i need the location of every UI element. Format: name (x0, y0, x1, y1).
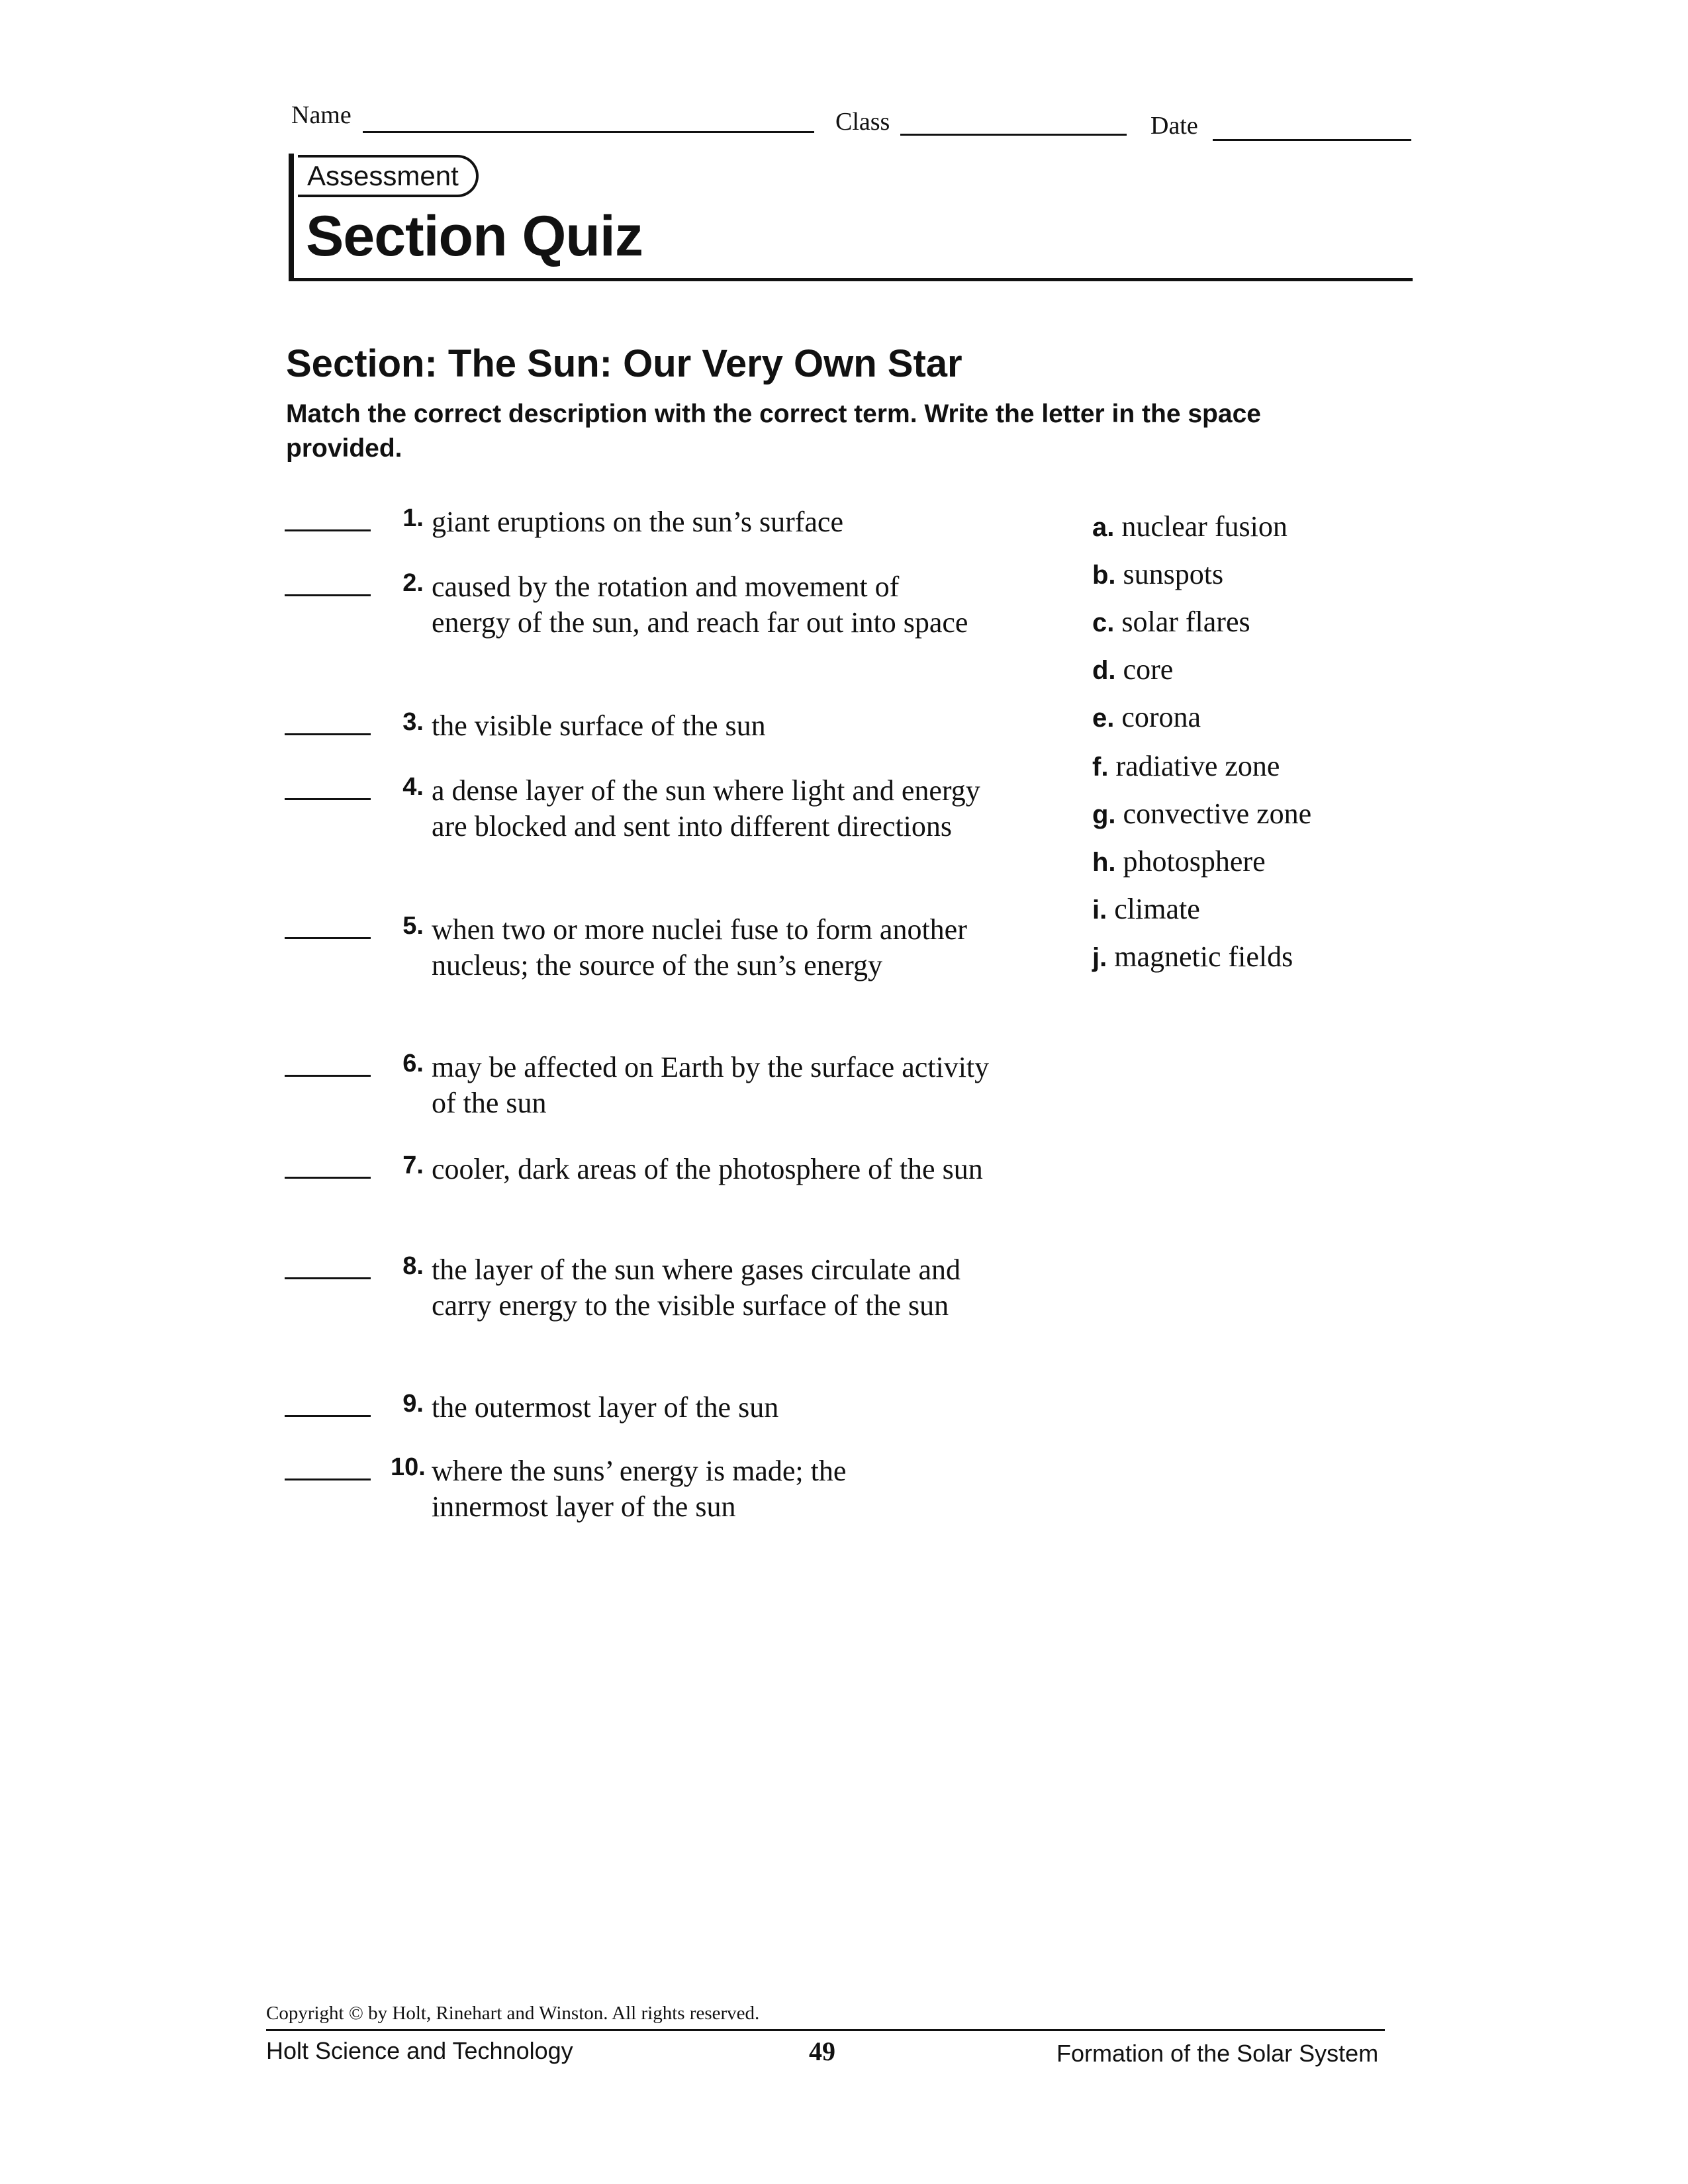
answer-choice-h (1092, 844, 1266, 878)
title-bar (289, 154, 294, 278)
choice-text: climate (1114, 893, 1200, 925)
answer-choice-i (1092, 892, 1200, 926)
choice-text: convective zone (1123, 797, 1312, 830)
question-text: where the suns’ energy is made; the innermost layer of the sun (432, 1455, 847, 1523)
question-text: when two or more nuclei fuse to form another nucleus; the source of the sun’s energy (432, 913, 967, 981)
answer-blank-4[interactable] (285, 798, 371, 800)
instructions: Match the correct description with the correct term. Write the letter in the space provided. (286, 400, 1261, 463)
question-text: giant eruptions on the sun’s surface (432, 506, 843, 538)
question-text: the layer of the sun where gases circulate and carry energy to the visible surface of the sun (432, 1253, 961, 1322)
choice-text: radiative zone (1115, 750, 1280, 782)
choice-letter: c. (1092, 608, 1115, 637)
choice-text: core (1123, 653, 1174, 686)
footer-rule (266, 2029, 1385, 2031)
answer-choice-g (1092, 797, 1311, 831)
answer-blank-7[interactable] (285, 1177, 371, 1179)
answer-blank-5[interactable] (285, 937, 371, 939)
class-label: Class (835, 108, 890, 136)
footer-chapter-title: Formation of the Solar System (1056, 2040, 1379, 2067)
question-number: 1. (402, 504, 424, 532)
choice-text: corona (1121, 701, 1201, 733)
section-heading: Section: The Sun: Our Very Own Star (286, 342, 962, 385)
choice-letter: f. (1092, 752, 1109, 782)
answer-choice-c (1092, 605, 1250, 639)
page-number: 49 (809, 2036, 835, 2066)
assessment-badge: Assessment (298, 155, 479, 197)
footer-book-title: Holt Science and Technology (266, 2037, 573, 2064)
choice-letter: b. (1092, 561, 1116, 590)
question-number: 9. (402, 1390, 424, 1418)
choice-letter: d. (1092, 656, 1116, 685)
choice-letter: g. (1092, 800, 1116, 829)
question-text: a dense layer of the sun where light and energy are blocked and sent into different directions (432, 774, 980, 842)
question-number: 5. (402, 912, 424, 940)
answer-choice-j (1092, 940, 1293, 974)
question-number: 8. (402, 1252, 424, 1280)
answer-choice-e (1092, 700, 1201, 734)
date-field[interactable] (1213, 139, 1411, 141)
choice-letter: i. (1092, 895, 1107, 925)
choice-letter: a. (1092, 513, 1115, 542)
question-text: the outermost layer of the sun (432, 1391, 779, 1424)
choice-text: nuclear fusion (1121, 510, 1288, 543)
question-number: 6. (402, 1050, 424, 1077)
answer-blank-8[interactable] (285, 1277, 371, 1279)
choice-text: photosphere (1123, 845, 1266, 878)
name-label: Name (291, 101, 352, 129)
choice-text: sunspots (1123, 558, 1224, 590)
class-field[interactable] (900, 134, 1127, 136)
answer-blank-9[interactable] (285, 1415, 371, 1417)
answer-choice-b (1092, 557, 1223, 591)
question-text: may be affected on Earth by the surface activity of the sun (432, 1051, 990, 1119)
answer-choice-a (1092, 510, 1288, 543)
page-title: Section Quiz (306, 205, 643, 268)
answer-blank-2[interactable] (285, 594, 371, 596)
question-text: cooler, dark areas of the photosphere of the sun (432, 1153, 983, 1185)
answer-choice-f (1092, 749, 1280, 783)
choice-text: magnetic fields (1114, 940, 1293, 973)
question-text: caused by the rotation and movement of energy of the sun, and reach far out into space (432, 570, 968, 639)
answer-blank-6[interactable] (285, 1075, 371, 1077)
choice-letter: h. (1092, 848, 1116, 877)
question-number: 4. (402, 773, 424, 801)
question-text: the visible surface of the sun (432, 709, 766, 742)
date-label: Date (1150, 112, 1198, 140)
answer-blank-3[interactable] (285, 733, 371, 735)
copyright: Copyright © by Holt, Rinehart and Winston. All rights reserved. (266, 2003, 760, 2024)
question-number: 10. (391, 1453, 426, 1481)
answer-blank-10[interactable] (285, 1479, 371, 1480)
answer-choice-d (1092, 653, 1173, 686)
title-rule (289, 278, 1413, 281)
choice-letter: j. (1092, 943, 1107, 972)
question-number: 3. (402, 708, 424, 736)
name-field[interactable] (363, 131, 814, 133)
choice-letter: e. (1092, 704, 1115, 733)
question-number: 2. (402, 569, 424, 597)
question-number: 7. (402, 1152, 424, 1179)
answer-blank-1[interactable] (285, 529, 371, 531)
choice-text: solar flares (1121, 606, 1250, 638)
